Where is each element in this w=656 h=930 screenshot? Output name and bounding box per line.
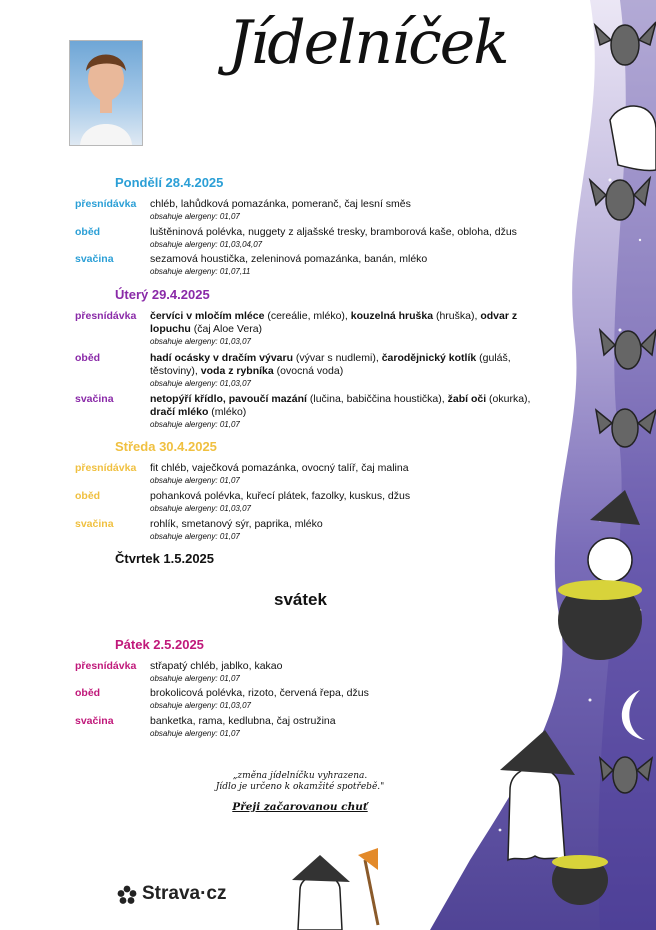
meal-text: sezamová houstička, zeleninová pomazánka, banán, mléko — [150, 253, 428, 265]
meal-label: přesnídávka — [75, 310, 137, 322]
meal-text: pohanková polévka, kuřecí plátek, fazolky, kuskus, džus — [150, 490, 411, 502]
meal-note: (čaj Aloe Vera) — [190, 323, 263, 335]
meal-name-bold: netopýří křídlo, pavoučí mazání — [150, 393, 307, 405]
allergens: obsahuje alergeny: 01,03,04,07 — [150, 240, 263, 249]
meal-label: svačina — [75, 393, 114, 405]
meal-name-bold: voda z rybníka — [200, 365, 274, 377]
meal-text — [150, 310, 517, 335]
meal-name-bold: odvar z lopuchu — [150, 310, 518, 335]
allergens: obsahuje alergeny: 01,03,07 — [150, 701, 251, 710]
meal-name-bold: dračí mléko — [150, 406, 209, 418]
meal-label: oběd — [75, 352, 101, 364]
meal-text: rohlík, smetanový sýr, paprika, mléko — [150, 518, 323, 530]
meal-label: přesnídávka — [75, 462, 137, 474]
meal-name-bold: červíci v mločím mléce — [150, 310, 265, 322]
meal-name-bold: kouzelná hruška — [350, 310, 434, 322]
meal-note: (lučina, babiččina houstička), — [306, 393, 448, 405]
meal-name-bold: žabí oči — [447, 393, 487, 405]
allergens: obsahuje alergeny: 01,03,07 — [150, 337, 251, 346]
allergens: obsahuje alergeny: 01,07 — [150, 532, 240, 541]
meal-label: přesnídávka — [75, 198, 137, 210]
brand-name: Strava·cz — [142, 883, 227, 904]
meal-text: luštěninová polévka, nuggety z aljašské tresky, bramborová kaše, obloha, džus — [150, 226, 517, 238]
meal-note: (guláš, těstoviny), — [150, 352, 511, 377]
meal-label: svačina — [75, 715, 114, 727]
meal-label: oběd — [75, 490, 101, 502]
day-heading: Středa 30.4.2025 — [115, 439, 217, 454]
meal-label: přesnídávka — [75, 660, 137, 672]
meal-name-bold: čarodějnický kotlík — [381, 352, 477, 364]
chef-photo — [69, 40, 143, 146]
day-heading: Pátek 2.5.2025 — [115, 637, 204, 652]
meal-label: svačina — [75, 518, 114, 530]
meal-note: (mléko) — [208, 406, 247, 418]
meal-text: střapatý chléb, jablko, kakao — [150, 660, 283, 672]
allergens: obsahuje alergeny: 01,07 — [150, 212, 240, 221]
footer-note-line2: Jídlo je určeno k okamžité spotřebě." — [215, 782, 385, 792]
meal-text — [150, 352, 511, 377]
footer-wish: Přeji začarovanou chuť — [232, 801, 368, 813]
meal-label: svačina — [75, 253, 114, 265]
day-heading: Pondělí 28.4.2025 — [115, 175, 224, 190]
meal-note: (vývar s nudlemi), — [293, 352, 382, 364]
page-title: Jídelníček — [228, 8, 508, 78]
strava-logo-icon — [117, 885, 137, 905]
allergens: obsahuje alergeny: 01,07 — [150, 476, 240, 485]
day-heading: Úterý 29.4.2025 — [115, 287, 210, 302]
meal-note: (ovocná voda) — [273, 365, 344, 377]
meal-label: oběd — [75, 226, 101, 238]
meal-text: chléb, lahůdková pomazánka, pomeranč, čaj lesní směs — [150, 198, 411, 210]
meal-text: fit chléb, vaječková pomazánka, ovocný talíř, čaj malina — [150, 462, 409, 474]
holiday-label: svátek — [274, 590, 327, 609]
allergens: obsahuje alergeny: 01,07,11 — [150, 267, 251, 276]
meal-label: oběd — [75, 687, 101, 699]
meal-text: brokolicová polévka, rizoto, červená řepa, džus — [150, 687, 369, 699]
meal-text: banketka, rama, kedlubna, čaj ostružina — [150, 715, 336, 727]
meal-note: (okurka), — [486, 393, 531, 405]
day-heading: Čtvrtek 1.5.2025 — [115, 551, 215, 566]
meal-note: (hruška), — [433, 310, 481, 322]
allergens: obsahuje alergeny: 01,07 — [150, 729, 240, 738]
meal-text — [150, 393, 530, 418]
footer-note-line1: „změna jídelníčku vyhrazena. — [232, 771, 368, 781]
allergens: obsahuje alergeny: 01,03,07 — [150, 379, 251, 388]
allergens: obsahuje alergeny: 01,03,07 — [150, 504, 251, 513]
allergens: obsahuje alergeny: 01,07 — [150, 420, 240, 429]
meal-name-bold: hadí ocásky v dračím vývaru — [150, 352, 293, 364]
meal-note: (cereálie, mléko), — [264, 310, 351, 322]
allergens: obsahuje alergeny: 01,07 — [150, 674, 240, 683]
